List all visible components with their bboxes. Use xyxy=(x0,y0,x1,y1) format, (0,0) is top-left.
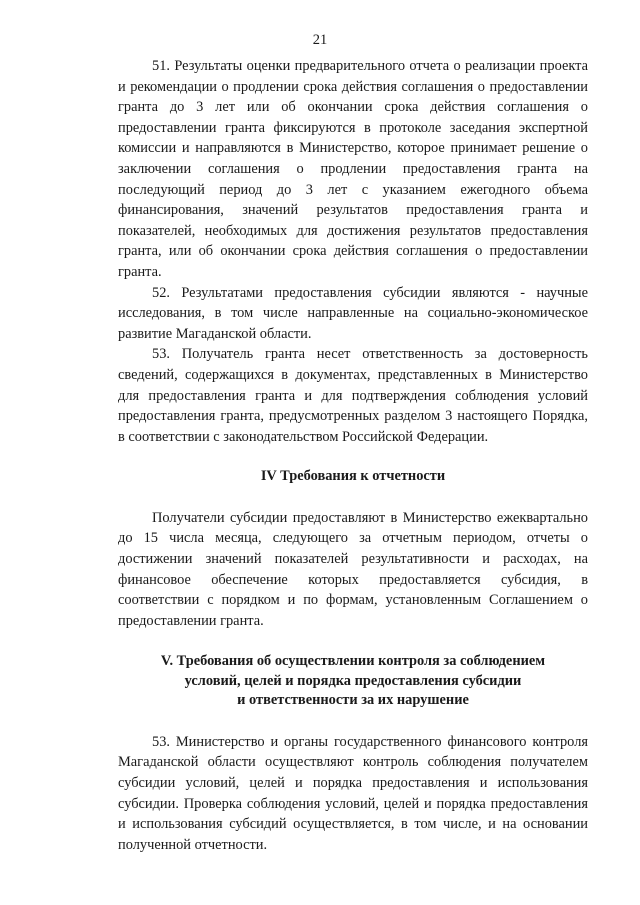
paragraph-51: 51. Результаты оценки предварительного отчета о реализации проекта и рекомендации о продлении срока действия соглашения о предоставлении гранта до 3 лет или об окончании срока действия соглашения о предоставлении гранта фиксируются в протоколе заседания экспертной комиссии и направляются в Министерство, которое принимает решение о заключении соглашения о продлении предоставления гранта на последующий период до 3 лет с указанием ежегодного объема финансирования, значений результатов предоставления гранта и показателей, необходимых для достижения результатов предоставления гранта, или об окончании срока действия соглашения о предоставлении гранта. xyxy=(118,58,588,280)
page-number: 21 xyxy=(312,32,328,48)
paragraph-53-responsibility: 53. Получатель гранта несет ответственность за достоверность сведений, содержащихся в документах, представленных в Министерство для предоставления гранта и для подтверждения соблюдения условий предоставления гранта, предусмотренных разделом 3 настоящего Порядка, в соответствии с законодательством Российской Федерации. xyxy=(118,346,588,445)
section-5-heading xyxy=(118,652,588,711)
document-body xyxy=(118,56,588,855)
section-5-heading-line-3: и ответственности за их нарушение xyxy=(237,692,469,709)
section-5-paragraph: 53. Министерство и органы государственного финансового контроля Магаданской области осуществляют контроль соблюдения получателем субсидии условий, целей и порядка предоставления и использования субсидии. Проверка соблюдения условий, целей и порядка предоставления и использования субсидий осуществляется, в том числе, и на основании полученной отчетности. xyxy=(118,733,588,853)
section-5-heading-line-1: V. Требования об осуществлении контроля за соблюдением xyxy=(160,653,546,670)
section-4-paragraph: Получатели субсидии предоставляют в Министерство ежеквартально до 15 числа месяца, следующего за отчетным периодом, отчеты о достижении значений показателей результативности и расходах, на финансовое обеспечение которых предоставляется субсидия, в соответствии с порядком и по формам, установленным Соглашением о предоставлении гранта. xyxy=(118,509,588,629)
section-5-heading-line-2: условий, целей и порядка предоставления субсидии xyxy=(184,672,522,689)
section-4-heading: IV Требования к отчетности xyxy=(260,468,446,485)
paragraph-52: 52. Результатами предоставления субсидии являются - научные исследования, в том числе направленные на социально-экономическое развитие Магаданской области. xyxy=(118,284,588,342)
